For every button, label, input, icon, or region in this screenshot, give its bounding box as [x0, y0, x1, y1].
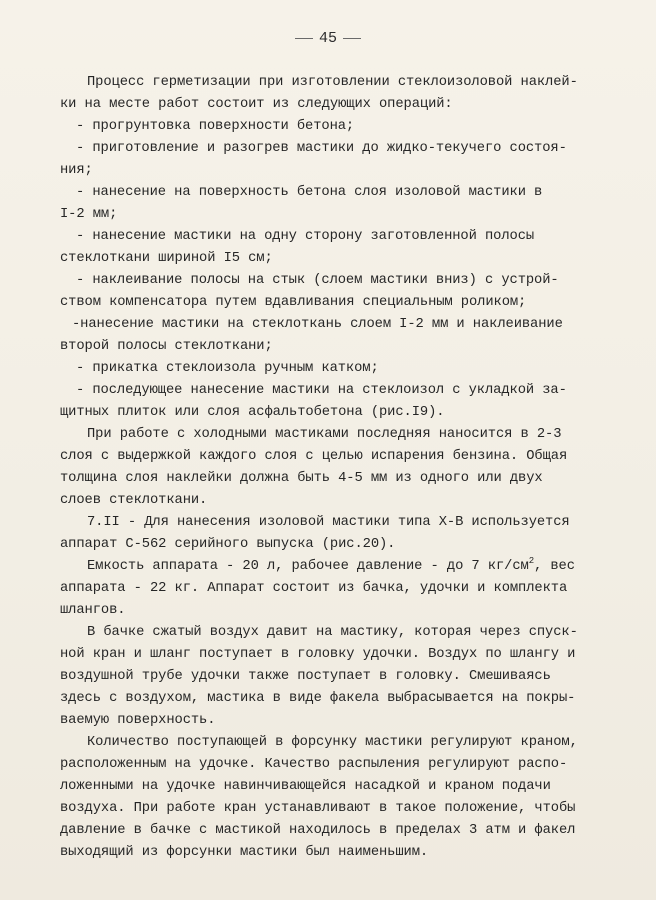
text-line: Количество поступающей в форсунку мастики регулируют краном,: [87, 735, 578, 750]
superscript-exponent: 2: [528, 556, 535, 566]
text-line: В бачке сжатый воздух давит на мастику, которая через спуск-: [87, 625, 578, 640]
text-line: Процесс герметизации при изготовлении стеклоизоловой наклей-: [87, 75, 578, 90]
text-line: - приготовление и разогрев мастики до жидко-текучего состоя-: [76, 141, 567, 156]
text-line-main: Емкость аппарата - 20 л, рабочее давление - до 7 кг/см: [87, 559, 529, 574]
text-line: ваемую поверхность.: [60, 713, 216, 728]
text-line: - нанесение на поверхность бетона слоя изоловой мастики в: [76, 185, 543, 200]
text-line: ния;: [60, 163, 93, 178]
text-line: воздуха. При работе кран устанавливают в такое положение, чтобы: [60, 801, 576, 816]
text-line: здесь с воздухом, мастика в виде факела выбрасывается на покры-: [60, 691, 576, 706]
text-line: - прогрунтовка поверхности бетона;: [76, 119, 355, 134]
text-line: стеклоткани шириной I5 см;: [60, 251, 273, 266]
text-line: ной кран и шланг поступает в головку удочки. Воздух по шлангу и: [60, 647, 576, 662]
page-number-dash-right: [343, 38, 361, 39]
text-line: I-2 мм;: [60, 207, 118, 222]
text-line: - нанесение мастики на одну сторону заготовленной полосы: [76, 229, 535, 244]
text-line: давление в бачке с мастикой находилось в пределах 3 атм и факел: [60, 823, 576, 838]
text-line: ложенными на удочке навинчивающейся насадкой и краном подачи: [60, 779, 551, 794]
text-line-with-superscript: [87, 556, 575, 578]
text-line: - последующее нанесение мастики на стеклоизол с укладкой за-: [76, 383, 567, 398]
text-line: выходящий из форсунки мастики был наименьшим.: [60, 845, 429, 860]
text-line: слоев стеклоткани.: [60, 493, 208, 508]
text-line: аппарат С-562 серийного выпуска (рис.20).: [60, 537, 396, 552]
text-line: аппарата - 22 кг. Аппарат состоит из бачка, удочки и комплекта: [60, 581, 568, 596]
text-line: ством компенсатора путем вдавливания специальным роликом;: [60, 295, 527, 310]
text-line: При работе с холодными мастиками последняя наносится в 2-3: [87, 427, 562, 442]
text-line: слоя с выдержкой каждого слоя с целью испарения бензина. Общая: [60, 449, 568, 464]
text-line: воздушной трубе удочки также поступает в головку. Смешиваясь: [60, 669, 551, 684]
page-number: [0, 30, 656, 47]
page-number-text: 45: [318, 30, 337, 47]
text-line: 7.II - Для нанесения изоловой мастики типа Х-В используется: [87, 515, 570, 530]
text-line: расположенным на удочке. Качество распыления регулируют распо-: [60, 757, 568, 772]
text-line: щитных плиток или слоя асфальтобетона (рис.I9).: [60, 405, 445, 420]
text-line: - прикатка стеклоизола ручным катком;: [76, 361, 379, 376]
text-line: ки на месте работ состоит из следующих операций:: [60, 97, 453, 112]
text-line-tail: , вес: [534, 559, 575, 574]
text-line: - наклеивание полосы на стык (слоем мастики вниз) с устрой-: [76, 273, 559, 288]
text-line: шлангов.: [60, 603, 126, 618]
page-number-dash-left: [295, 38, 313, 39]
text-line: -нанесение мастики на стеклоткань слоем I-2 мм и наклеивание: [72, 317, 563, 332]
text-line: второй полосы стеклоткани;: [60, 339, 273, 354]
text-line: толщина слоя наклейки должна быть 4-5 мм из одного или двух: [60, 471, 543, 486]
